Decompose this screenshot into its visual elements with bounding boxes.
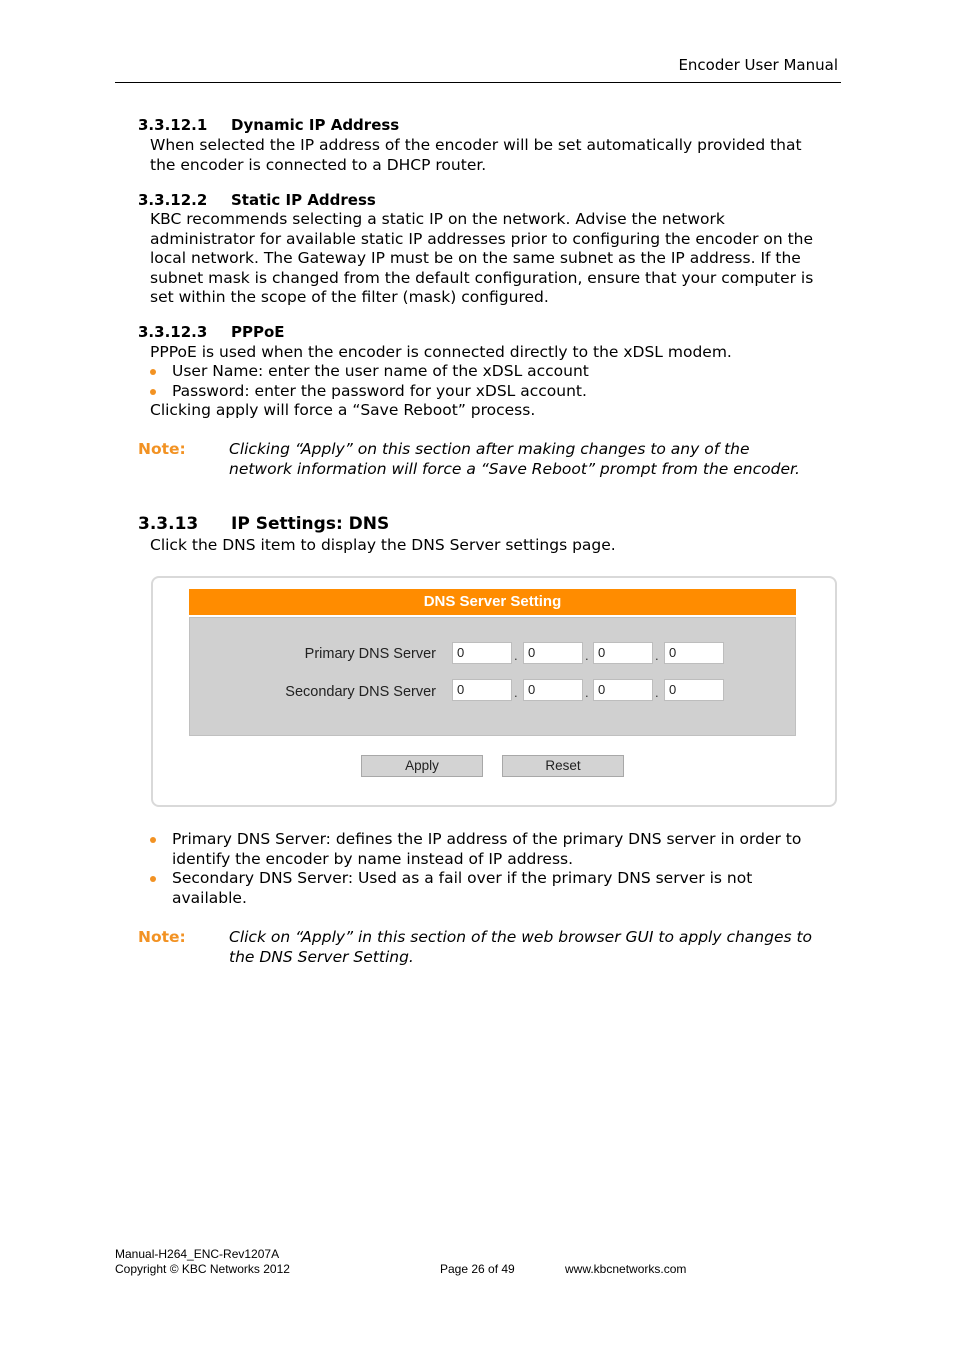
text-line: network information will force a “Save Reboot” prompt from the encoder. bbox=[229, 459, 800, 478]
heading-dynamic-ip bbox=[138, 116, 399, 134]
apply-button[interactable]: Apply bbox=[361, 755, 483, 777]
ip-separator: . bbox=[514, 648, 518, 663]
dns-panel-title: DNS Server Setting bbox=[189, 589, 796, 615]
secondary-dns-label: Secondary DNS Server bbox=[285, 684, 436, 700]
paragraph-static-ip bbox=[150, 210, 845, 308]
text-line: When selected the IP address of the encoder will be set automatically provided that bbox=[150, 136, 802, 154]
secondary-dns-octet-2[interactable]: 0 bbox=[523, 679, 583, 701]
secondary-dns-octet-1[interactable]: 0 bbox=[452, 679, 512, 701]
ip-separator: . bbox=[655, 685, 659, 700]
text-line: Primary DNS Server: defines the IP address of the primary DNS server in order to bbox=[172, 830, 802, 848]
bullet-icon bbox=[150, 389, 156, 395]
list-item-text: Password: enter the password for your xDSL account. bbox=[172, 382, 587, 400]
text-line: set within the scope of the filter (mask) configured. bbox=[150, 288, 549, 306]
header-title: Encoder User Manual bbox=[678, 56, 838, 74]
list-item bbox=[150, 830, 845, 869]
heading-text: PPPoE bbox=[231, 323, 285, 341]
footer-page-number: Page 26 of 49 bbox=[440, 1262, 515, 1276]
heading-text: Dynamic IP Address bbox=[231, 116, 400, 134]
dns-intro: Click the DNS item to display the DNS Server settings page. bbox=[150, 536, 616, 554]
note-label: Note: bbox=[138, 440, 186, 458]
secondary-dns-octet-4[interactable]: 0 bbox=[664, 679, 724, 701]
dns-panel-body bbox=[189, 617, 796, 736]
list-item bbox=[150, 869, 845, 908]
heading-number: 3.3.12.1 bbox=[138, 116, 208, 134]
text-line: KBC recommends selecting a static IP on the network. Advise the network bbox=[150, 210, 725, 228]
text-line: identify the encoder by name instead of IP address. bbox=[172, 849, 574, 868]
list-item-text bbox=[172, 830, 845, 869]
primary-dns-octet-1[interactable]: 0 bbox=[452, 642, 512, 664]
primary-dns-octet-3[interactable]: 0 bbox=[593, 642, 653, 664]
pppoe-intro: PPPoE is used when the encoder is connected directly to the xDSL modem. bbox=[150, 343, 732, 361]
heading-pppoe bbox=[138, 323, 285, 341]
heading-dns bbox=[138, 514, 389, 534]
reset-button[interactable]: Reset bbox=[502, 755, 624, 777]
footer-copyright: Copyright © KBC Networks 2012 bbox=[115, 1262, 290, 1276]
secondary-dns-octet-3[interactable]: 0 bbox=[593, 679, 653, 701]
list-item-text: User Name: enter the user name of the xDSL account bbox=[172, 362, 589, 380]
footer-website: www.kbcnetworks.com bbox=[565, 1262, 687, 1276]
list-item-text bbox=[172, 869, 845, 908]
primary-dns-label: Primary DNS Server bbox=[304, 646, 436, 662]
note-label: Note: bbox=[138, 928, 186, 946]
bullet-icon bbox=[150, 876, 156, 882]
primary-dns-octet-4[interactable]: 0 bbox=[664, 642, 724, 664]
ip-separator: . bbox=[655, 648, 659, 663]
primary-dns-octet-2[interactable]: 0 bbox=[523, 642, 583, 664]
heading-text: IP Settings: DNS bbox=[231, 514, 390, 534]
list-item bbox=[150, 362, 845, 382]
heading-number: 3.3.12.2 bbox=[138, 191, 208, 209]
text-line: the encoder is connected to a DHCP router. bbox=[150, 155, 487, 174]
text-line: administrator for available static IP addresses prior to configuring the encoder on the bbox=[150, 229, 814, 248]
list-item bbox=[150, 382, 845, 402]
note-text bbox=[229, 928, 844, 967]
footer-manual-id: Manual-H264_ENC-Rev1207A bbox=[115, 1247, 280, 1261]
heading-number: 3.3.13 bbox=[138, 514, 199, 534]
heading-number: 3.3.12.3 bbox=[138, 323, 208, 341]
ip-separator: . bbox=[514, 685, 518, 700]
ip-separator: . bbox=[585, 685, 589, 700]
text-line: subnet mask is changed from the default configuration, ensure that your computer is bbox=[150, 268, 814, 287]
paragraph-dynamic-ip bbox=[150, 136, 845, 175]
text-line: Secondary DNS Server: Used as a fail over if the primary DNS server is not bbox=[172, 869, 753, 887]
pppoe-outro: Clicking apply will force a “Save Reboot” process. bbox=[150, 401, 536, 419]
ip-separator: . bbox=[585, 648, 589, 663]
text-line: available. bbox=[172, 888, 247, 907]
text-line: Click on “Apply” in this section of the web browser GUI to apply changes to bbox=[229, 928, 813, 946]
text-line: local network. The Gateway IP must be on the same subnet as the IP address. If the bbox=[150, 249, 801, 267]
text-line: the DNS Server Setting. bbox=[229, 947, 414, 966]
heading-static-ip bbox=[138, 191, 376, 209]
heading-text: Static IP Address bbox=[231, 191, 376, 209]
bullet-icon bbox=[150, 837, 156, 843]
text-line: Clicking “Apply” on this section after making changes to any of the bbox=[229, 440, 750, 458]
header-rule bbox=[115, 82, 841, 83]
note-text bbox=[229, 440, 844, 479]
bullet-icon bbox=[150, 369, 156, 375]
